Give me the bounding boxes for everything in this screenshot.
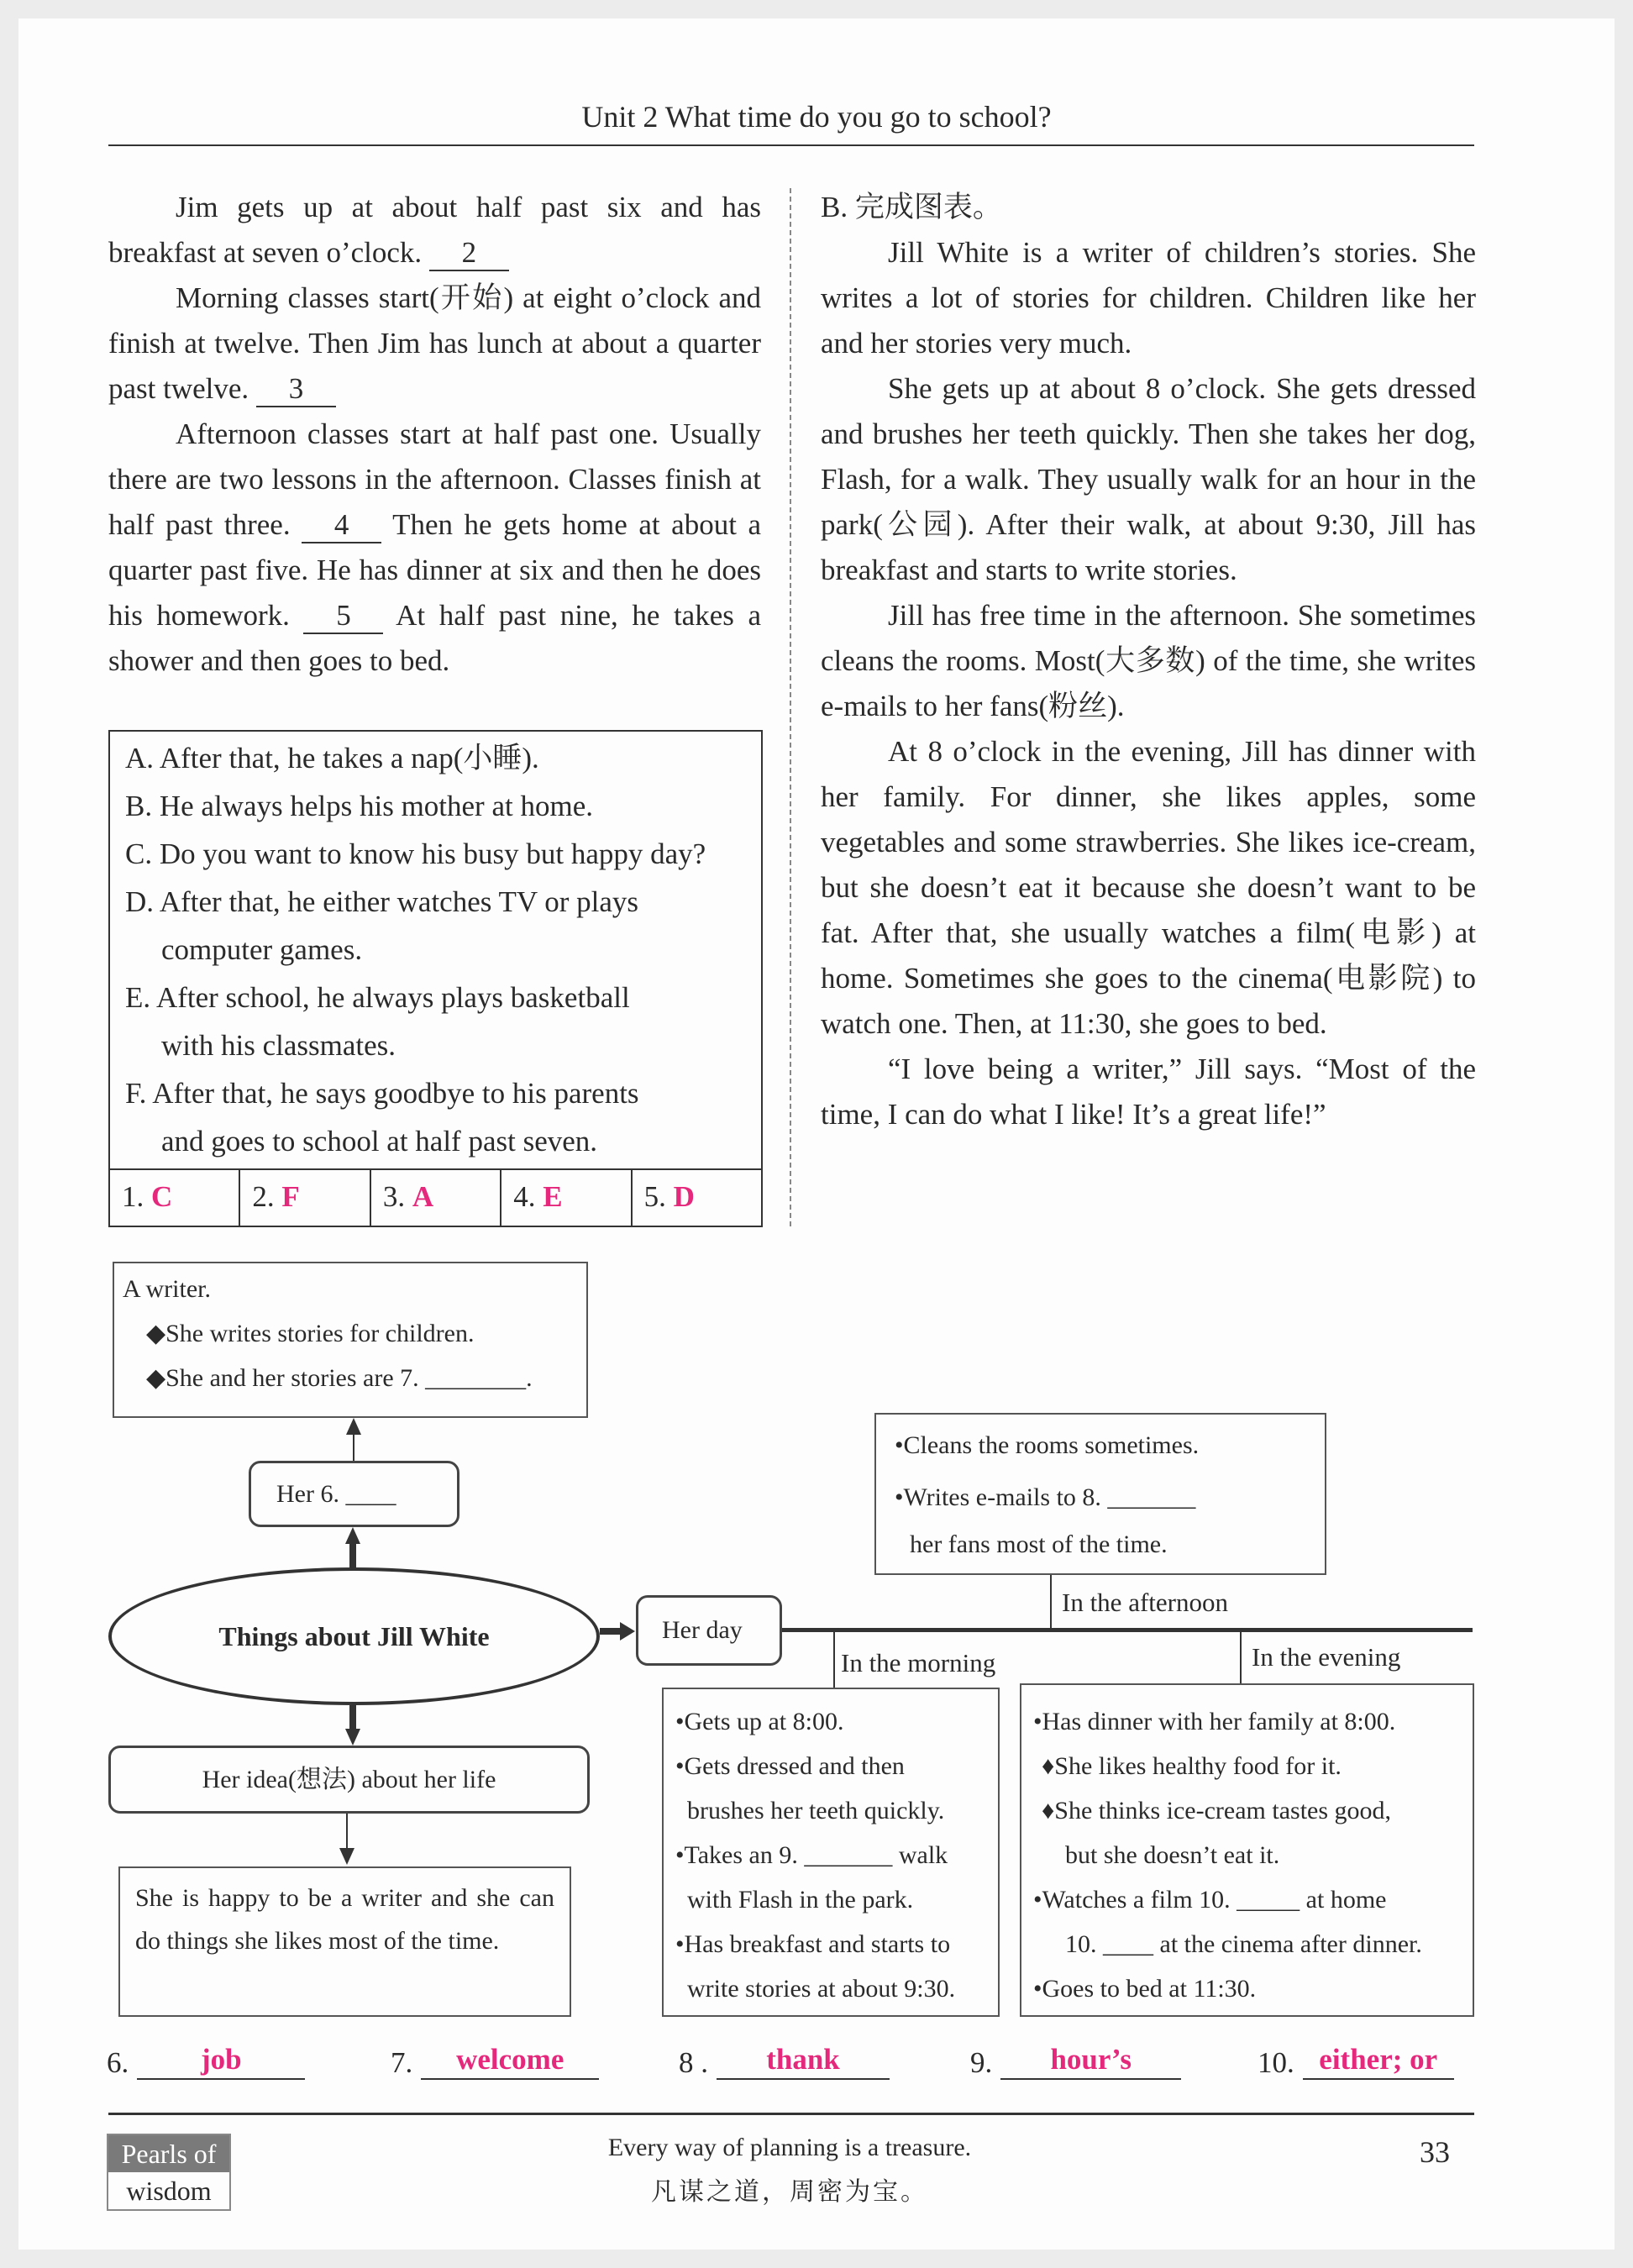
answer-number: 10. — [1258, 2046, 1294, 2079]
answer-value: either; or — [1303, 2041, 1454, 2080]
badge-top: Pearls of — [108, 2135, 229, 2172]
box-line: her fans most of the time. — [910, 1530, 1168, 1558]
paragraph: At 8 o’clock in the evening, Jill has dinner with her family. For dinner, she likes apples, some vegetables and some strawberries. She likes ice-cream, but she doesn’t eat it because she doesn’t want to be fat. After that, she usually watches a film(电影) at home. Sometimes she goes to the cinema(电影院) to watch one. Then, at 11:30, she goes to bed. — [821, 735, 1476, 1040]
box-line: with Flash in the park. — [687, 1886, 914, 1914]
answer-number: 9. — [970, 2046, 993, 2079]
paragraph: Jill has free time in the afternoon. She sometimes cleans the rooms. Most(大多数) of the time, she writes e-mails to her fans(粉丝). — [821, 599, 1476, 722]
option-d-cont: computer games. — [161, 933, 363, 966]
morning-label: In the morning — [841, 1648, 996, 1677]
evening-box — [1020, 1683, 1474, 2017]
afternoon-label: In the afternoon — [1062, 1588, 1228, 1617]
arrow-down-icon — [339, 1848, 354, 1865]
box-line: •Watches a film 10. _____ at home — [1033, 1886, 1387, 1914]
box-line: brushes her teeth quickly. — [687, 1797, 945, 1824]
pearls-of-wisdom-badge — [107, 2134, 231, 2211]
box-line: write stories at about 9:30. — [687, 1975, 956, 2003]
blank-2: 2 — [429, 236, 509, 271]
connector — [600, 1628, 622, 1635]
idea-box: Her idea(想法) about her life — [108, 1746, 590, 1814]
answer-row — [110, 1168, 761, 1226]
page-number: 33 — [1420, 2135, 1450, 2169]
answer-6 — [107, 2041, 305, 2080]
connector — [1050, 1575, 1052, 1629]
box-line: •Gets up at 8:00. — [675, 1708, 844, 1735]
blank-5: 5 — [303, 599, 383, 634]
evening-label: In the evening — [1252, 1642, 1401, 1672]
box-line: •Goes to bed at 11:30. — [1033, 1975, 1257, 2003]
answer-value: F — [281, 1180, 300, 1213]
option-a: A. After that, he takes a nap(小睡). — [125, 742, 539, 774]
box-line: ◆She and her stories are 7. ________. — [146, 1364, 533, 1392]
timeline — [782, 1628, 1473, 1632]
paragraph-text: Jim gets up at about half past six and has breakfast at seven o’clock. — [108, 191, 761, 269]
answer-number: 8 . — [679, 2046, 708, 2079]
answer-number: 5. — [643, 1180, 666, 1213]
answer-number: 1. — [122, 1180, 144, 1213]
paragraph: Jill White is a writer of children’s stories. She writes a lot of stories for children. Children like her and her stories very much. — [821, 236, 1476, 360]
paragraph-text: Afternoon classes start at half past one. Usually there are two lessons in the afternoon. Classes finish at half past three. — [108, 417, 761, 541]
footer-quote-en: Every way of planning is a treasure. — [607, 2134, 972, 2161]
answer-value: hour’s — [1000, 2041, 1181, 2080]
paragraph: She gets up at about 8 o’clock. She gets dressed and brushes her teeth quickly. Then she takes her dog, Flash, for a walk. They usually walk for an hour in the park(公园). After their walk, at about 9:30, Jill has breakfast and starts to write stories. — [821, 372, 1476, 586]
writer-box — [113, 1262, 588, 1418]
answer-value: C — [151, 1180, 173, 1213]
answer-value: E — [543, 1180, 563, 1213]
box-line: 10. ____ at the cinema after dinner. — [1065, 1930, 1422, 1958]
footer-rule — [108, 2113, 1474, 2115]
blank-4: 4 — [302, 508, 381, 543]
answer-value: welcome — [421, 2041, 599, 2080]
paragraph-1 — [108, 185, 761, 276]
blank-3: 3 — [256, 372, 336, 407]
answer-value: A — [412, 1180, 434, 1213]
paragraph-text: At half past nine, he takes a shower and then goes to bed. — [108, 599, 761, 677]
answer-number: 4. — [513, 1180, 536, 1213]
answer-7 — [391, 2041, 599, 2080]
options-box — [108, 730, 763, 1227]
paragraph-3 — [108, 412, 761, 684]
box-line: •Takes an 9. _______ walk — [675, 1841, 948, 1869]
answer-value: job — [137, 2041, 305, 2080]
answer-cell — [371, 1170, 501, 1226]
arrow-up-icon — [345, 1527, 360, 1544]
answer-cell — [633, 1170, 761, 1226]
arrow-down-icon — [345, 1729, 360, 1746]
job-box: Her 6. ____ — [249, 1461, 459, 1527]
column-divider — [790, 188, 791, 1226]
arrow-up-icon — [346, 1418, 361, 1435]
badge-bottom: wisdom — [126, 2176, 212, 2206]
box-line: A writer. — [123, 1275, 211, 1303]
connector — [349, 1705, 356, 1730]
right-passage — [821, 185, 1476, 1137]
option-f-cont: and goes to school at half past seven. — [161, 1125, 598, 1158]
her-day-box: Her day — [636, 1595, 782, 1666]
left-passage — [108, 185, 761, 684]
option-d: D. After that, he either watches TV or plays — [125, 885, 639, 918]
answer-cell — [240, 1170, 370, 1226]
section-heading: B. 完成图表。 — [821, 191, 1002, 223]
answer-cell — [501, 1170, 632, 1226]
connector — [833, 1631, 835, 1688]
option-c: C. Do you want to know his busy but happy day? — [125, 837, 706, 870]
box-line: •Has dinner with her family at 8:00. — [1033, 1708, 1396, 1735]
box-line: ♦She thinks ice-cream tastes good, — [1042, 1797, 1392, 1824]
afternoon-box — [874, 1413, 1326, 1575]
answer-number: 2. — [252, 1180, 275, 1213]
option-e-cont: with his classmates. — [161, 1029, 396, 1062]
footer-quote-cn: 凡谋之道，周密为宝。 — [651, 2178, 928, 2206]
connector — [346, 1814, 348, 1851]
center-ellipse: Things about Jill White — [108, 1567, 600, 1705]
paragraph-text: Then he gets home at about a quarter past five. He has dinner at six and then he does his homework. — [108, 508, 762, 632]
box-line: ◆She writes stories for children. — [146, 1320, 475, 1347]
answer-10 — [1258, 2041, 1454, 2080]
answer-number: 7. — [391, 2046, 413, 2079]
option-e: E. After school, he always plays basketball — [125, 981, 630, 1014]
option-f: F. After that, he says goodbye to his parents — [125, 1077, 639, 1110]
box-line: •Gets dressed and then — [675, 1752, 905, 1780]
answer-8 — [679, 2041, 890, 2080]
paragraph-text: Morning classes start(开始) at eight o’clock and finish at twelve. Then Jim has lunch at about a quarter past twelve. — [108, 281, 761, 405]
paragraph-2 — [108, 276, 761, 412]
header-rule — [108, 144, 1474, 146]
option-b: B. He always helps his mother at home. — [125, 790, 593, 822]
answer-cell — [110, 1170, 240, 1226]
happy-box: She is happy to be a writer and she can do things she likes most of the time. — [118, 1866, 571, 2017]
box-line: but she doesn’t eat it. — [1065, 1841, 1280, 1869]
connector — [1240, 1631, 1242, 1683]
box-line: ♦She likes healthy food for it. — [1042, 1752, 1342, 1780]
paragraph: “I love being a writer,” Jill says. “Most of the time, I can do what I like! It’s a great life!” — [821, 1053, 1476, 1131]
connector — [353, 1432, 354, 1461]
box-line: •Has breakfast and starts to — [675, 1930, 951, 1958]
answer-number: 3. — [382, 1180, 406, 1213]
morning-box — [662, 1688, 1000, 2017]
page-header-title: Unit 2 What time do you go to school? — [581, 100, 1052, 134]
box-line: •Writes e-mails to 8. _______ — [895, 1483, 1196, 1511]
answer-number: 6. — [107, 2046, 129, 2079]
box-line: •Cleans the rooms sometimes. — [895, 1431, 1200, 1459]
arrow-right-icon — [620, 1622, 635, 1641]
answer-value: thank — [717, 2041, 890, 2080]
answer-9 — [970, 2041, 1181, 2080]
answer-value: D — [673, 1180, 695, 1213]
connector — [349, 1544, 356, 1569]
